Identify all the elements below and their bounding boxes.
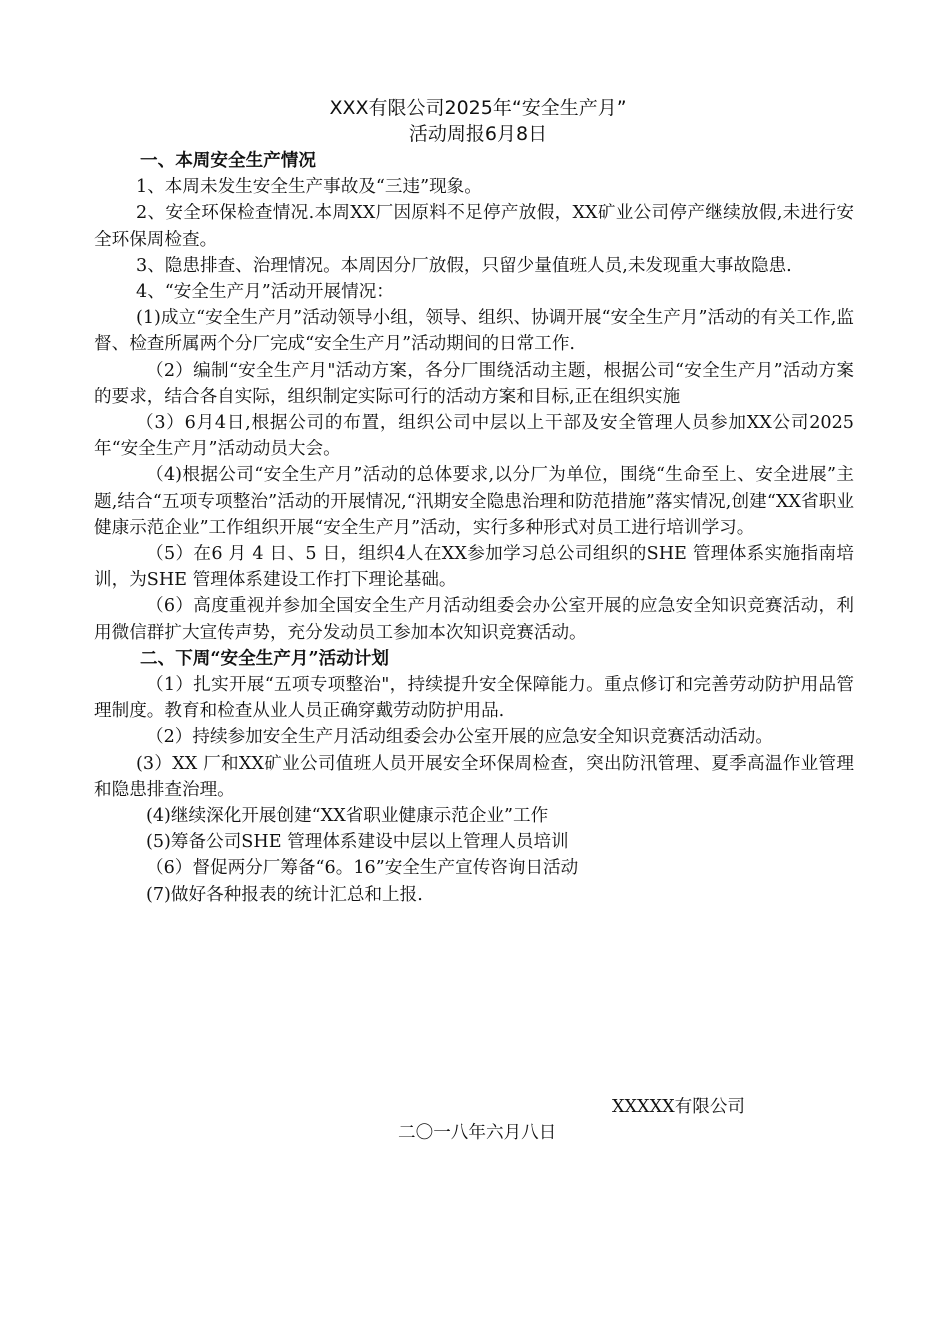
plan-item-6: （6）督促两分厂筹备“6。16”安全生产宣传咨询日活动 [146, 858, 579, 879]
activity-item-3: （3）6月4日,根据公司的布置，组织公司中层以上干部及安全管理人员参加XX公司2025年“安全生产月”活动动员大会。 [94, 413, 854, 460]
section-heading-this-week: 一、本周安全生产情况 [140, 150, 316, 171]
paragraph-3: 3、隐患排查、治理情况。本周因分厂放假，只留少量值班人员,未发现重大事故隐患. [136, 255, 792, 276]
section-heading-next-week: 二、下周“安全生产月”活动计划 [140, 647, 389, 669]
plan-item-2: （2）持续参加安全生产月活动组委会办公室开展的应急安全知识竞赛活动活动。 [146, 727, 773, 748]
plan-item-4: (4)继续深化开展创建“XX省职业健康示范企业”工作 [146, 806, 549, 827]
signature-company: XXXXX有限公司 [612, 1097, 746, 1117]
activity-item-5: （5）在6 月 4 日、5 日，组织4人在XX参加学习总公司组织的SHE 管理体系实施指南培训，为SHE 管理体系建设工作打下理论基础。 [94, 544, 854, 591]
paragraph-1: 1、本周未发生安全生产事故及“三违”现象。 [136, 177, 482, 198]
document-subtitle: 活动周报6月8日 [408, 123, 548, 145]
paragraph-4: 4、“安全生产月”活动开展情况： [136, 282, 394, 303]
document-body [94, 148, 854, 908]
plan-item-7: (7)做好各种报表的统计汇总和上报. [146, 884, 423, 905]
activity-item-1: (1)成立“安全生产月”活动领导小组，领导、组织、协调开展“安全生产月”活动的有关工作,监督、检查所属两个分厂完成“安全生产月”活动期间的日常工作. [94, 308, 854, 355]
plan-item-5: (5)筹备公司SHE 管理体系建设中层以上管理人员培训 [146, 832, 569, 853]
signature-date: 二〇一八年六月八日 [398, 1123, 557, 1143]
activity-item-6: （6）高度重视并参加全国安全生产月活动组委会办公室开展的应急安全知识竞赛活动，利用微信群扩大宣传声势，充分发动员工参加本次知识竞赛活动。 [94, 596, 854, 643]
paragraph-2: 2、安全环保检查情况.本周XX厂因原料不足停产放假，XX矿业公司停产继续放假,未进行安全环保周检查。 [94, 203, 854, 250]
plan-item-1: （1）扎实开展“五项专项整治"，持续提升安全保障能力。重点修订和完善劳动防护用品管理制度。教育和检查从业人员正确穿戴劳动防护用品. [94, 675, 854, 722]
activity-item-4: （4)根据公司“安全生产月”活动的总体要求,以分厂为单位，围绕“生命至上、安全进展”主题,结合“五项专项整治”活动的开展情况,“汛期安全隐患治理和防范措施”落实情况,创建“XX省职业健康示范企业”工作组织开展“安全生产月”活动，实行多种形式对员工进行培训学习。 [94, 465, 854, 538]
document-title: XXX有限公司2025年“安全生产月” [329, 97, 627, 119]
plan-item-3: (3）XX 厂和XX矿业公司值班人员开展安全环保周检查，突出防汛管理、夏季高温作业管理和隐患排查治理。 [94, 753, 854, 800]
activity-item-2: （2）编制“安全生产月"活动方案，各分厂围绕活动主题，根据公司“安全生产月”活动方案的要求，结合各自实际，组织制定实际可行的活动方案和目标,正在组织实施 [94, 360, 854, 407]
